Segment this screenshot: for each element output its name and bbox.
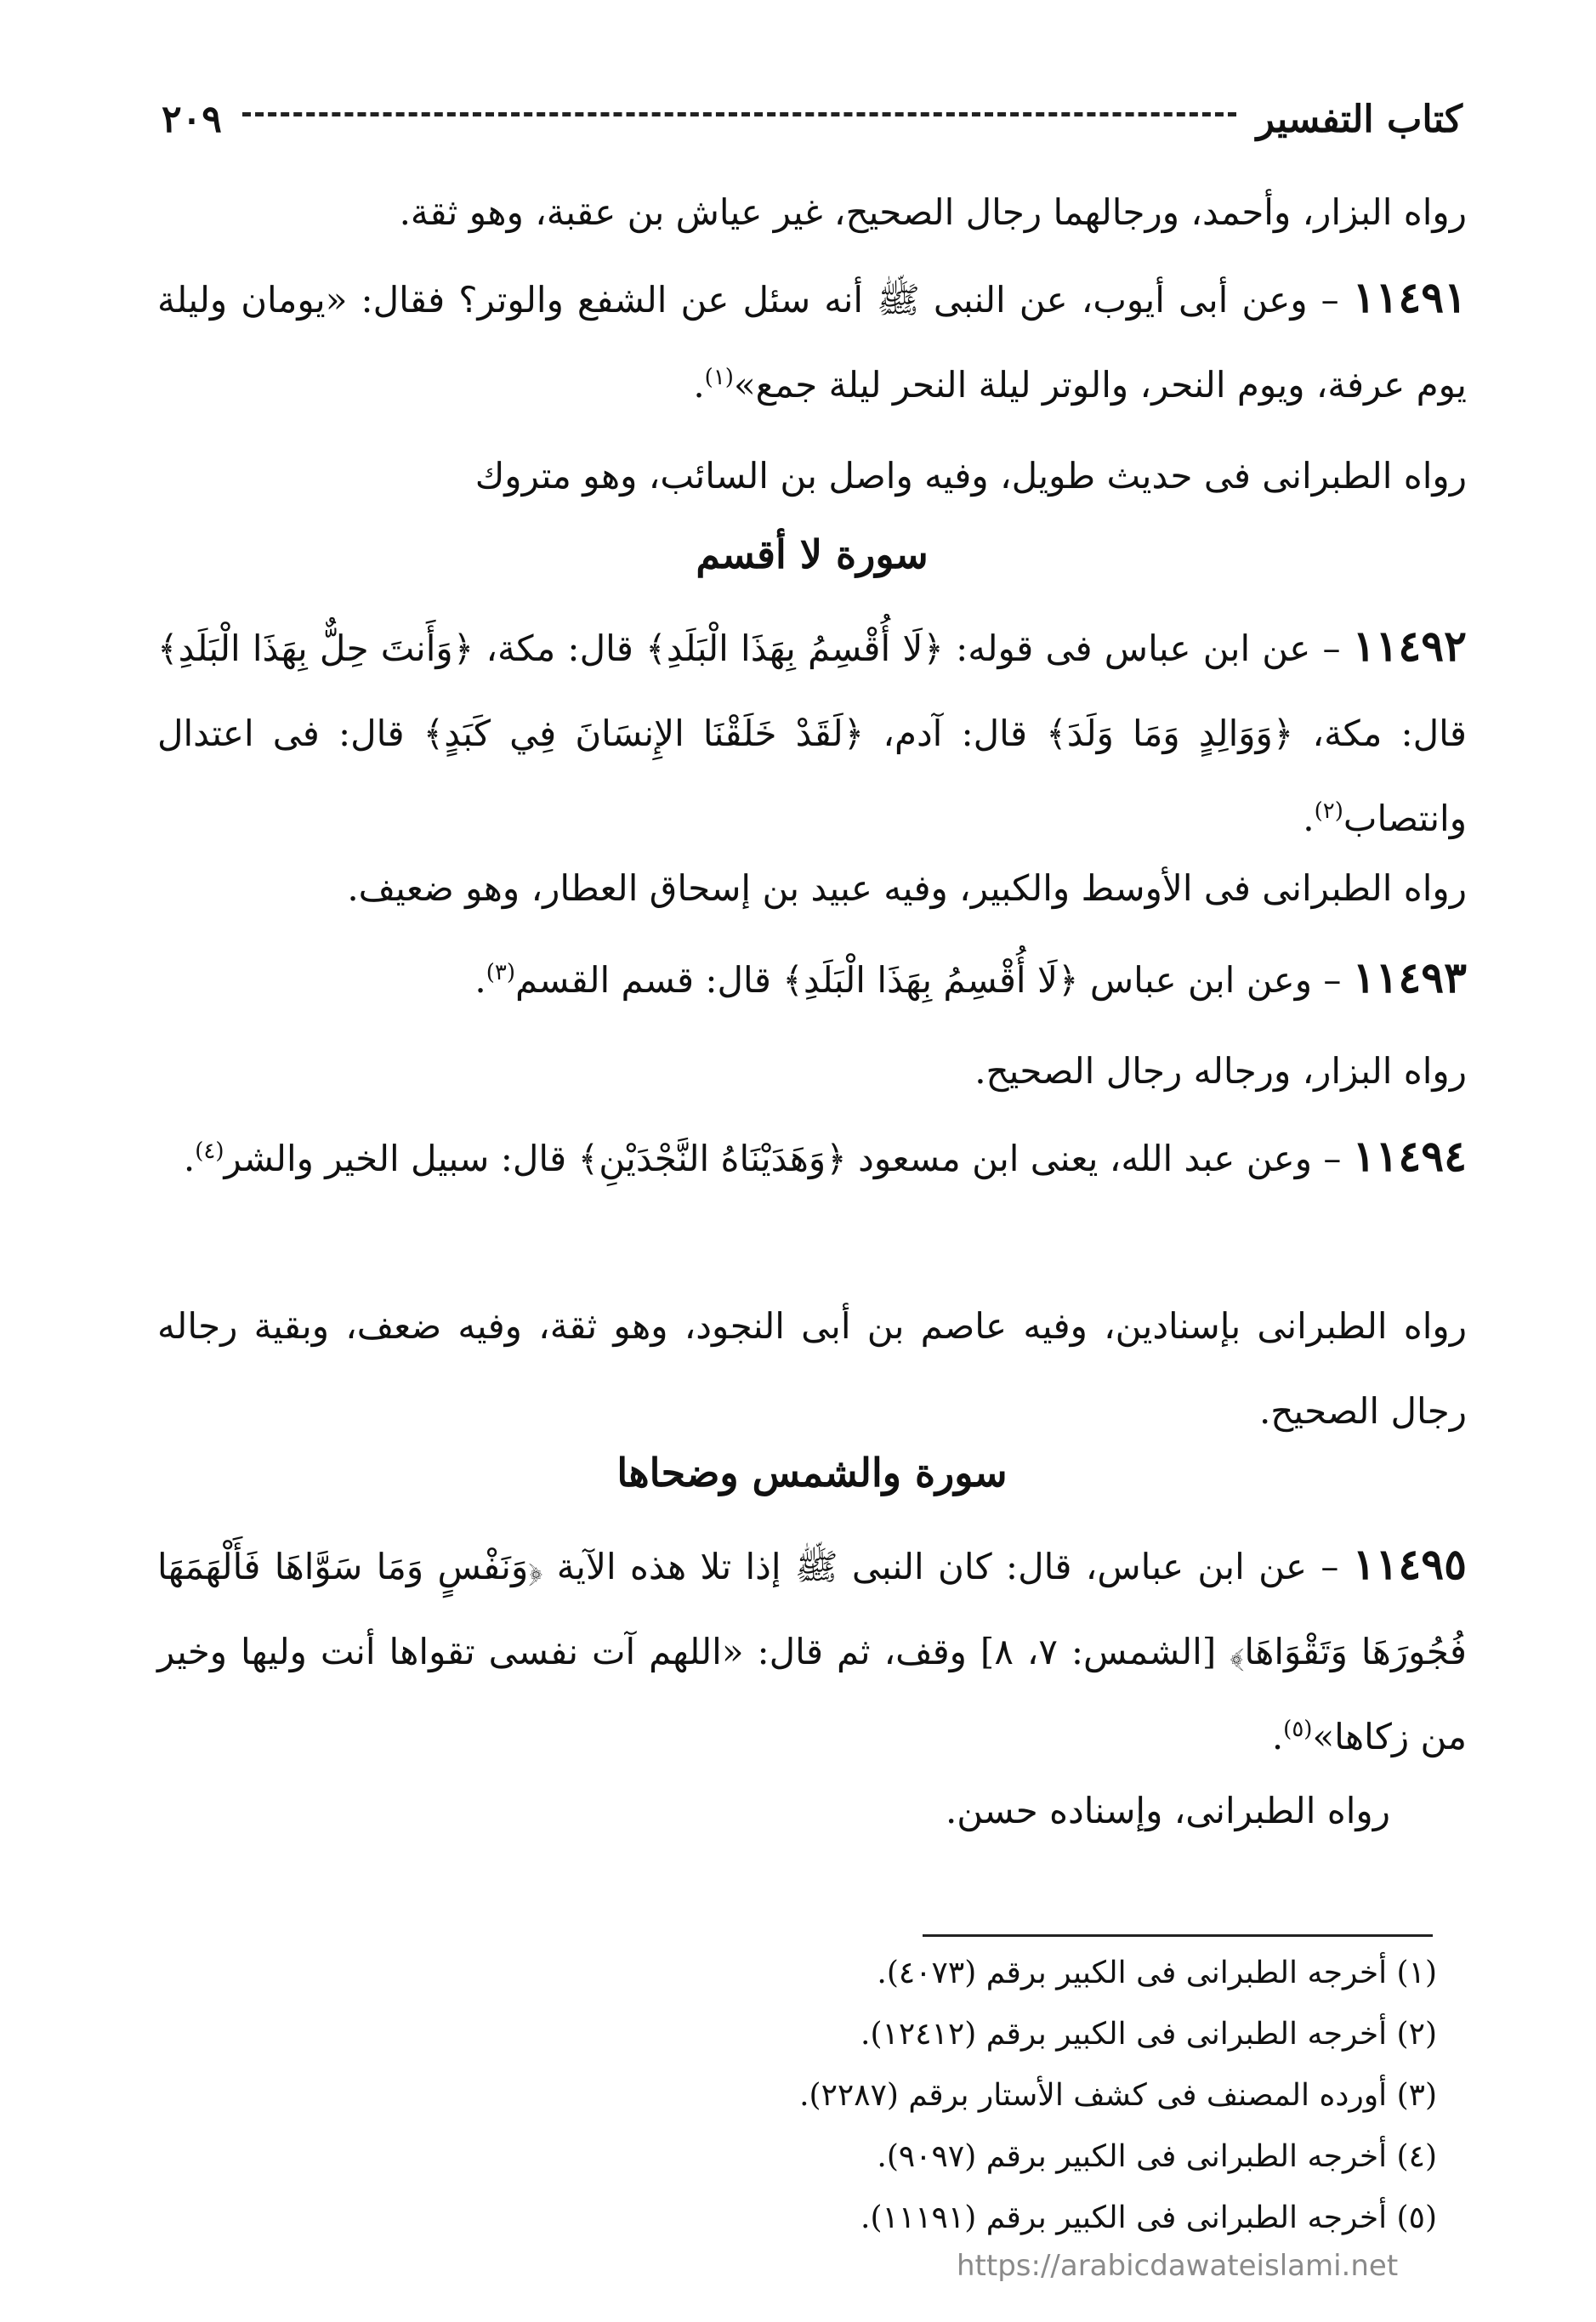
narration-note-1: رواه البزار، وأحمد، ورجالهما رجال الصحيح، غير عياش بن عقبة، وهو ثقة.	[399, 191, 1467, 233]
narration-note-4: رواه البزار، ورجاله رجال الصحيح.	[974, 1050, 1467, 1092]
narration-note-3: رواه الطبرانى فى الأوسط والكبير، وفيه عبيد بن إسحاق العطار، وهو ضعيف.	[347, 867, 1467, 909]
hadith-text: – وعن ابن عباس ﴿لَا أُقْسِمُ بِهَذَا الْبَلَدِ﴾ قال: قسم القسم	[515, 959, 1342, 1001]
footnote-separator	[923, 1934, 1433, 1937]
footnote-3: (٣) أورده المصنف فى كشف الأستار برقم (٢٢٨٧).	[799, 2078, 1437, 2113]
footnote-ref: (٥)	[1283, 1717, 1313, 1742]
hadith-number: ١١٤٩٥	[1352, 1539, 1467, 1589]
hadith-text: – وعن أبى أيوب، عن النبى ﷺ أنه سئل عن الشفع والوتر؟ فقال: «يومان وليلة يوم عرفة، ويوم النحر، والوتر ليلة النحر ليلة جمع»	[157, 279, 1467, 406]
hadith-11495: ١١٤٩٥ – عن ابن عباس، قال: كان النبى ﷺ إذا تلا هذه الآية ﴿وَنَفْسٍ وَمَا سَوَّاهَا فَأَلْهَمَهَا فُجُورَهَا وَتَقْوَاهَا﴾ [الشمس: ٧، ٨] وقف، ثم قال: «اللهم آت نفسى تقواها أنت وليها وخير من زكاها»$^{(٥)}$.	[157, 1539, 1468, 1757]
narration-note-5: رواه الطبرانى بإسنادين، وفيه عاصم بن أبى النجود، وهو ثقة، وفيه ضعف، وبقية رجاله رجال الصحيح.	[157, 1305, 1467, 1432]
hadith-text: – عن ابن عباس فى قوله: ﴿لَا أُقْسِمُ بِهَذَا الْبَلَدِ﴾ قال: مكة، ﴿وَأَنتَ حِلٌّ بِهَذَا الْبَلَدِ﴾ قال: مكة، ﴿وَوَالِدٍ وَمَا وَلَدَ﴾ قال: آدم، ﴿لَقَدْ خَلَقْنَا الإِنسَانَ فِي كَبَدٍ﴾ قال: فى اعتدال وانتصاب	[157, 627, 1467, 839]
hadith-11494: ١١٤٩٤ – وعن عبد الله، يعنى ابن مسعود ﴿وَهَدَيْنَاهُ النَّجْدَيْنِ﴾ قال: سبيل الخير والشر$^{(٤)}$.	[183, 1131, 1467, 1181]
hadith-11492: ١١٤٩٢ – عن ابن عباس فى قوله: ﴿لَا أُقْسِمُ بِهَذَا الْبَلَدِ﴾ قال: مكة، ﴿وَأَنتَ حِلٌّ بِهَذَا الْبَلَدِ﴾ قال: مكة، ﴿وَوَالِدٍ وَمَا وَلَدَ﴾ قال: آدم، ﴿لَقَدْ خَلَقْنَا الإِنسَانَ فِي كَبَدٍ﴾ قال: فى اعتدال وانتصاب$^{(٢)}$.	[157, 621, 1467, 839]
page-number: ٢٠٩	[162, 97, 222, 141]
footnote-5: (٥) أخرجه الطبرانى فى الكبير برقم (١١١٩١).	[860, 2200, 1437, 2235]
hadith-text: – وعن عبد الله، يعنى ابن مسعود ﴿وَهَدَيْنَاهُ النَّجْدَيْنِ﴾ قال: سبيل الخير والشر	[224, 1138, 1342, 1179]
section-heading-ash-shams: سورة والشمس وضحاها	[616, 1450, 1008, 1496]
hadith-number: ١١٤٩٣	[1352, 952, 1467, 1002]
footnote-ref: (٤)	[195, 1138, 224, 1164]
footnote-2: (٢) أخرجه الطبرانى فى الكبير برقم (١٢٤١٢).	[860, 2017, 1437, 2052]
narration-note-6: رواه الطبرانى، وإسناده حسن.	[945, 1790, 1390, 1831]
hadith-11491: ١١٤٩١ – وعن أبى أيوب، عن النبى ﷺ أنه سئل عن الشفع والوتر؟ فقال: «يومان وليلة يوم عرفة، ويوم النحر، والوتر ليلة النحر ليلة جمع»$^{(١)}$.	[157, 272, 1467, 406]
hadith-number: ١١٤٩١	[1352, 272, 1467, 322]
hadith-number: ١١٤٩٢	[1352, 621, 1467, 671]
running-header	[162, 89, 1463, 149]
hadith-number: ١١٤٩٤	[1352, 1131, 1467, 1181]
section-heading-la-uqsim: سورة لا أقسم	[696, 531, 929, 577]
footnote-ref: (٢)	[1314, 798, 1343, 824]
footnote-4: (٤) أخرجه الطبرانى فى الكبير برقم (٩٠٩٧).	[877, 2139, 1437, 2174]
hadith-11493: ١١٤٩٣ – وعن ابن عباس ﴿لَا أُقْسِمُ بِهَذَا الْبَلَدِ﴾ قال: قسم القسم$^{(٣)}$.	[474, 952, 1467, 1002]
chapter-title: كتاب التفسير	[1256, 97, 1463, 141]
footnote-ref: (١)	[704, 365, 734, 390]
hadith-text: – عن ابن عباس، قال: كان النبى ﷺ إذا تلا هذه الآية ﴿وَنَفْسٍ وَمَا سَوَّاهَا فَأَلْهَمَهَا فُجُورَهَا وَتَقْوَاهَا﴾ [الشمس: ٧، ٨] وقف، ثم قال: «اللهم آت نفسى تقواها أنت وليها وخير من زكاها»	[157, 1546, 1468, 1757]
footnote-ref: (٣)	[486, 960, 516, 985]
footnote-1: (١) أخرجه الطبرانى فى الكبير برقم (٤٠٧٣).	[877, 1956, 1437, 1990]
narration-note-2: رواه الطبرانى فى حديث طويل، وفيه واصل بن السائب، وهو متروك	[474, 455, 1467, 497]
header-rule	[242, 112, 1236, 116]
watermark-url: https://arabicdawateislami.net	[957, 2249, 1399, 2283]
